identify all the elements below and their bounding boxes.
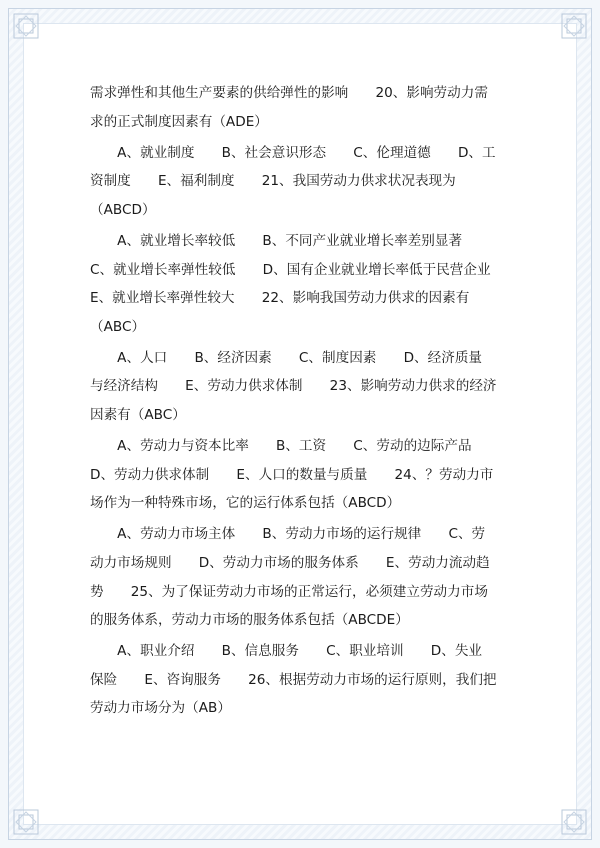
corner-ornament-icon xyxy=(561,809,587,835)
paragraph xyxy=(90,520,510,634)
text-line: A、就业增长率较低 B、不同产业就业增长率差别显著 xyxy=(90,232,463,249)
text-line: A、劳动力市场主体 B、劳动力市场的运行规律 C、劳 xyxy=(90,526,486,543)
text-line: 场作为一种特殊市场，它的运行体系包括（ABCD） xyxy=(90,495,401,512)
text-line: 与经济结构 E、劳动力供求体制 23、影响劳动力供求的经济 xyxy=(90,378,497,395)
text-line: 劳动力市场分为（AB） xyxy=(90,700,231,717)
text-line: 因素有（ABC） xyxy=(90,407,186,424)
text-line: 需求弹性和其他生产要素的供给弹性的影响 20、影响劳动力需 xyxy=(90,85,488,101)
text-line: 势 25、为了保证劳动力市场的正常运行，必须建立劳动力市场 xyxy=(90,583,488,600)
text-line: A、就业制度 B、社会意识形态 C、伦理道德 D、工 xyxy=(90,144,496,161)
paragraph xyxy=(90,227,510,341)
text-line: C、就业增长率弹性较低 D、国有企业就业增长率低于民营企业 xyxy=(90,261,491,278)
text-line: 求的正式制度因素有（ADE） xyxy=(90,113,268,130)
text-line: D、劳动力供求体制 E、人口的数量与质量 24、？劳动力市 xyxy=(90,466,494,483)
text-line: 动力市场规则 D、劳动力市场的服务体系 E、劳动力流动趋 xyxy=(90,555,490,571)
text-line: A、人口 B、经济因素 C、制度因素 D、经济质量 xyxy=(90,349,483,366)
text-line: 资制度 E、福利制度 21、我国劳动力供求状况表现为 xyxy=(90,173,456,190)
paragraph xyxy=(90,432,510,518)
text-line: A、职业介绍 B、信息服务 C、职业培训 D、失业 xyxy=(90,643,483,660)
text-line: E、就业增长率弹性较大 22、影响我国劳动力供求的因素有 xyxy=(90,290,470,307)
text-line: 保险 E、咨询服务 26、根据劳动力市场的运行原则，我们把 xyxy=(90,671,497,688)
text-line: 的服务体系，劳动力市场的服务体系包括（ABCDE） xyxy=(90,612,409,629)
text-line: A、劳动力与资本比率 B、工资 C、劳动的边际产品 xyxy=(90,438,472,455)
paragraph xyxy=(90,344,510,430)
corner-ornament-icon xyxy=(13,809,39,835)
paragraph xyxy=(90,139,510,225)
corner-ornament-icon xyxy=(561,13,587,39)
document-body xyxy=(90,79,510,723)
text-line: （ABC） xyxy=(90,318,146,335)
text-line: （ABCD） xyxy=(90,201,156,218)
paragraph xyxy=(90,637,510,723)
corner-ornament-icon xyxy=(13,13,39,39)
paragraph xyxy=(90,79,510,136)
